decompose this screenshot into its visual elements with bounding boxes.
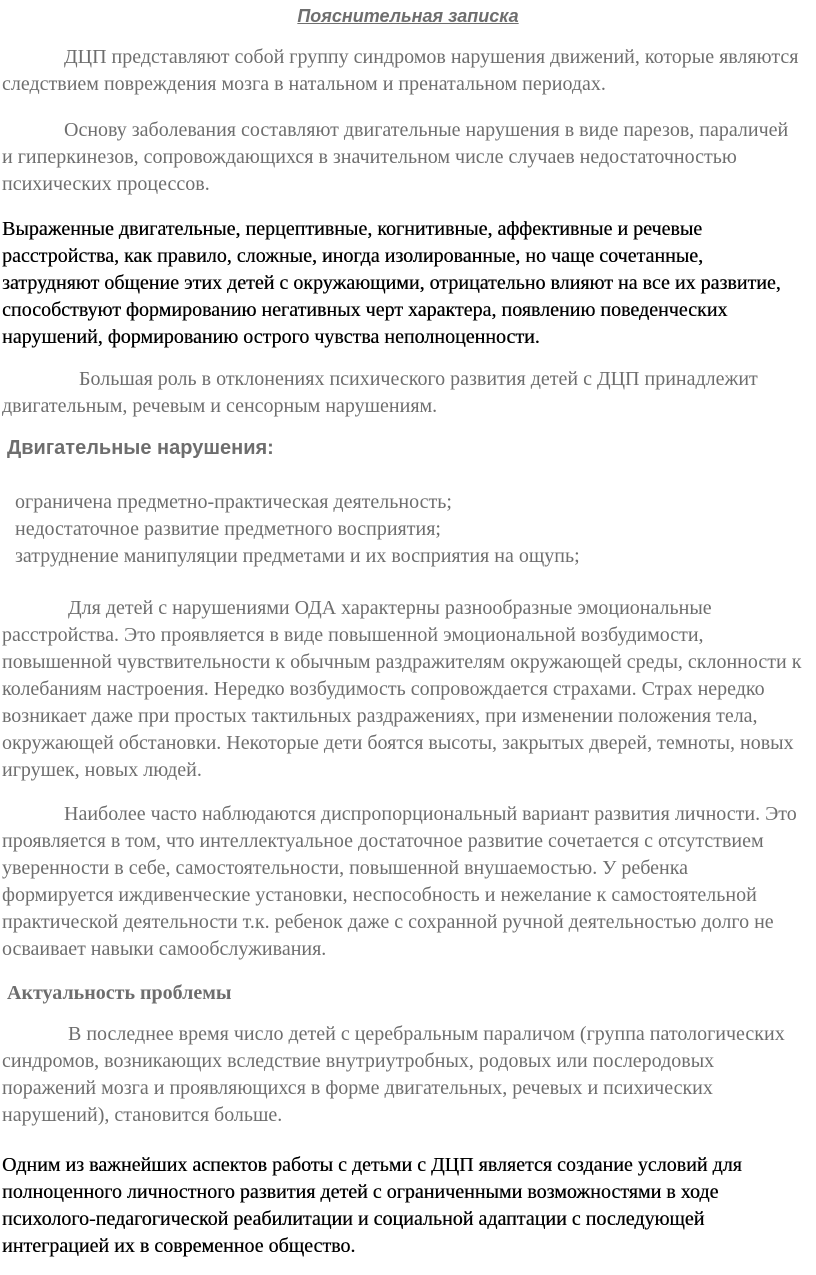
heading-relevance: Актуальность проблемы: [7, 982, 232, 1004]
paragraph-disease-basis: Основу заболевания составляют двигательные нарушения в виде парезов, параличей и гиперкинезов, сопровождающихся в значительном числе случаев недостаточностью психических процессов.: [2, 119, 789, 195]
list-item: ограничена предметно-практическая деятельность;: [15, 491, 452, 513]
list-item: затруднение манипуляции предметами и их восприятия на ощупь;: [15, 545, 580, 567]
list-item: недостаточное развитие предметного восприятия;: [15, 518, 441, 540]
paragraph-aspects: Одним из важнейших аспектов работы с детьми с ДЦП является создание условий для полноценного личностного развития детей с ограниченными возможностями в ходе психолого-педагогической реабилитации и социальной адаптации с последующей интеграцией их в современное общество.: [2, 1154, 742, 1257]
document-title: Пояснительная записка: [297, 6, 519, 26]
paragraph-role: Большая роль в отклонениях психического развития детей с ДЦП принадлежит двигательным, речевым и сенсорным нарушениям.: [2, 368, 758, 417]
paragraph-disorders: Выраженные двигательные, перцептивные, когнитивные, аффективные и речевые расстройства, как правило, сложные, иногда изолированные, но чаще сочетанные, затрудняют общение этих детей с окружающими, отрицательно влияют на все их развитие, способствуют формированию негативных черт характера, появлению поведенческих нарушений, формированию острого чувства неполноценности.: [2, 218, 781, 348]
paragraph-emotional: Для детей с нарушениями ОДА характерны разнообразные эмоциональные расстройства. Это проявляется в виде повышенной эмоциональной возбудимости, повышенной чувствительности к обычным раздражителям окружающей среды, склонности к колебаниям настроения. Нередко возбудимость сопровождается страхами. Страх нередко возникает даже при простых тактильных раздражениях, при изменении положения тела, окружающей обстановки. Некоторые дети боятся высоты, закрытых дверей, темноты, новых игрушек, новых людей.: [2, 597, 802, 781]
motor-disorders-list: [15, 489, 580, 570]
heading-motor-disorders: Двигательные нарушения:: [7, 437, 274, 459]
paragraph-definition: ДЦП представляют собой группу синдромов нарушения движений, которые являются следствием повреждения мозга в натальном и пренатальном периодах.: [2, 46, 799, 95]
paragraph-relevance: В последнее время число детей с церебральным параличом (группа патологических синдромов, возникающих вследствие внутриутробных, родовых или послеродовых поражений мозга и проявляющихся в форме двигательных, речевых и психических нарушений), становится больше.: [2, 1023, 785, 1126]
paragraph-personality: Наиболее часто наблюдаются диспропорциональный вариант развития личности. Это проявляется в том, что интеллектуальное достаточное развитие сочетается с отсутствием уверенности в себе, самостоятельности, повышенной внушаемостью. У ребенка формируется иждивенческие установки, неспособность и нежелание к самостоятельной практической деятельности т.к. ребенок даже с сохранной ручной деятельностью долго не осваивает навыки самообслуживания.: [2, 803, 797, 960]
